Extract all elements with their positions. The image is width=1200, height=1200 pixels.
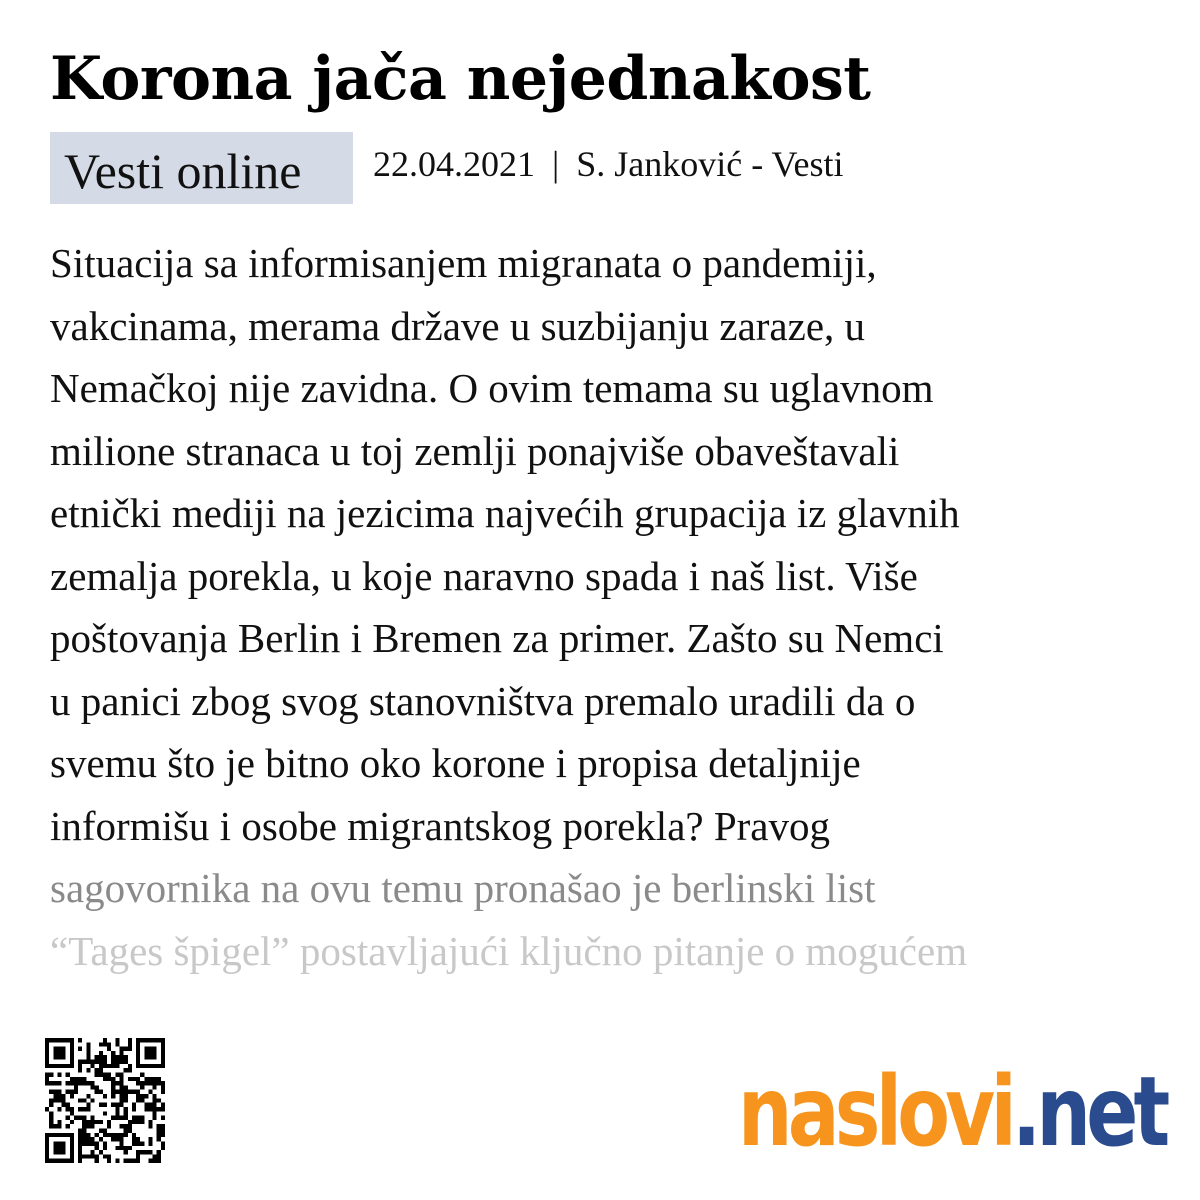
article-line: Situacija sa informisanjem migranata o pandemiji, [50,240,877,286]
article-meta [373,140,844,188]
article-line: svemu što je bitno oko korone i propisa detaljnije [50,740,861,786]
qr-code-icon[interactable] [45,1038,165,1163]
meta-separator: | [552,144,560,184]
article-author: S. Janković - Vesti [576,144,844,184]
article-line: Nemačkoj nije zavidna. O ovim temama su uglavnom [50,365,934,411]
article-line-faded: sagovornika na ovu temu pronašao je berlinski list [50,865,876,911]
article-line: zemalja porekla, u koje naravno spada i naš list. Više [50,552,918,599]
article-line: milione stranaca u toj zemlji ponajviše obaveštavali [50,427,900,474]
article-date: 22.04.2021 [373,144,535,184]
logo-text-net: .net [1011,1056,1165,1168]
naslovi-logo[interactable] [737,1056,1165,1168]
article-line: poštovanja Berlin i Bremen za primer. Zašto su Nemci [50,615,944,661]
article-body [50,232,1170,982]
source-badge[interactable]: Vesti online [50,132,353,204]
article-line-faded: “Tages špigel” postavljajući ključno pitanje o mogućem [50,927,968,974]
article-line: etnički mediji na jezicima najvećih grupacija iz glavnih [50,490,960,536]
article-line: u panici zbog svog stanovništva premalo uradili da o [50,677,916,724]
article-line: vakcinama, merama države u suzbijanju zaraze, u [50,302,866,349]
article-title: Korona jača nejednakost [50,44,871,114]
article-line: informišu i osobe migrantskog porekla? Pravog [50,802,831,849]
logo-text-naslovi: naslovi [737,1056,1012,1168]
